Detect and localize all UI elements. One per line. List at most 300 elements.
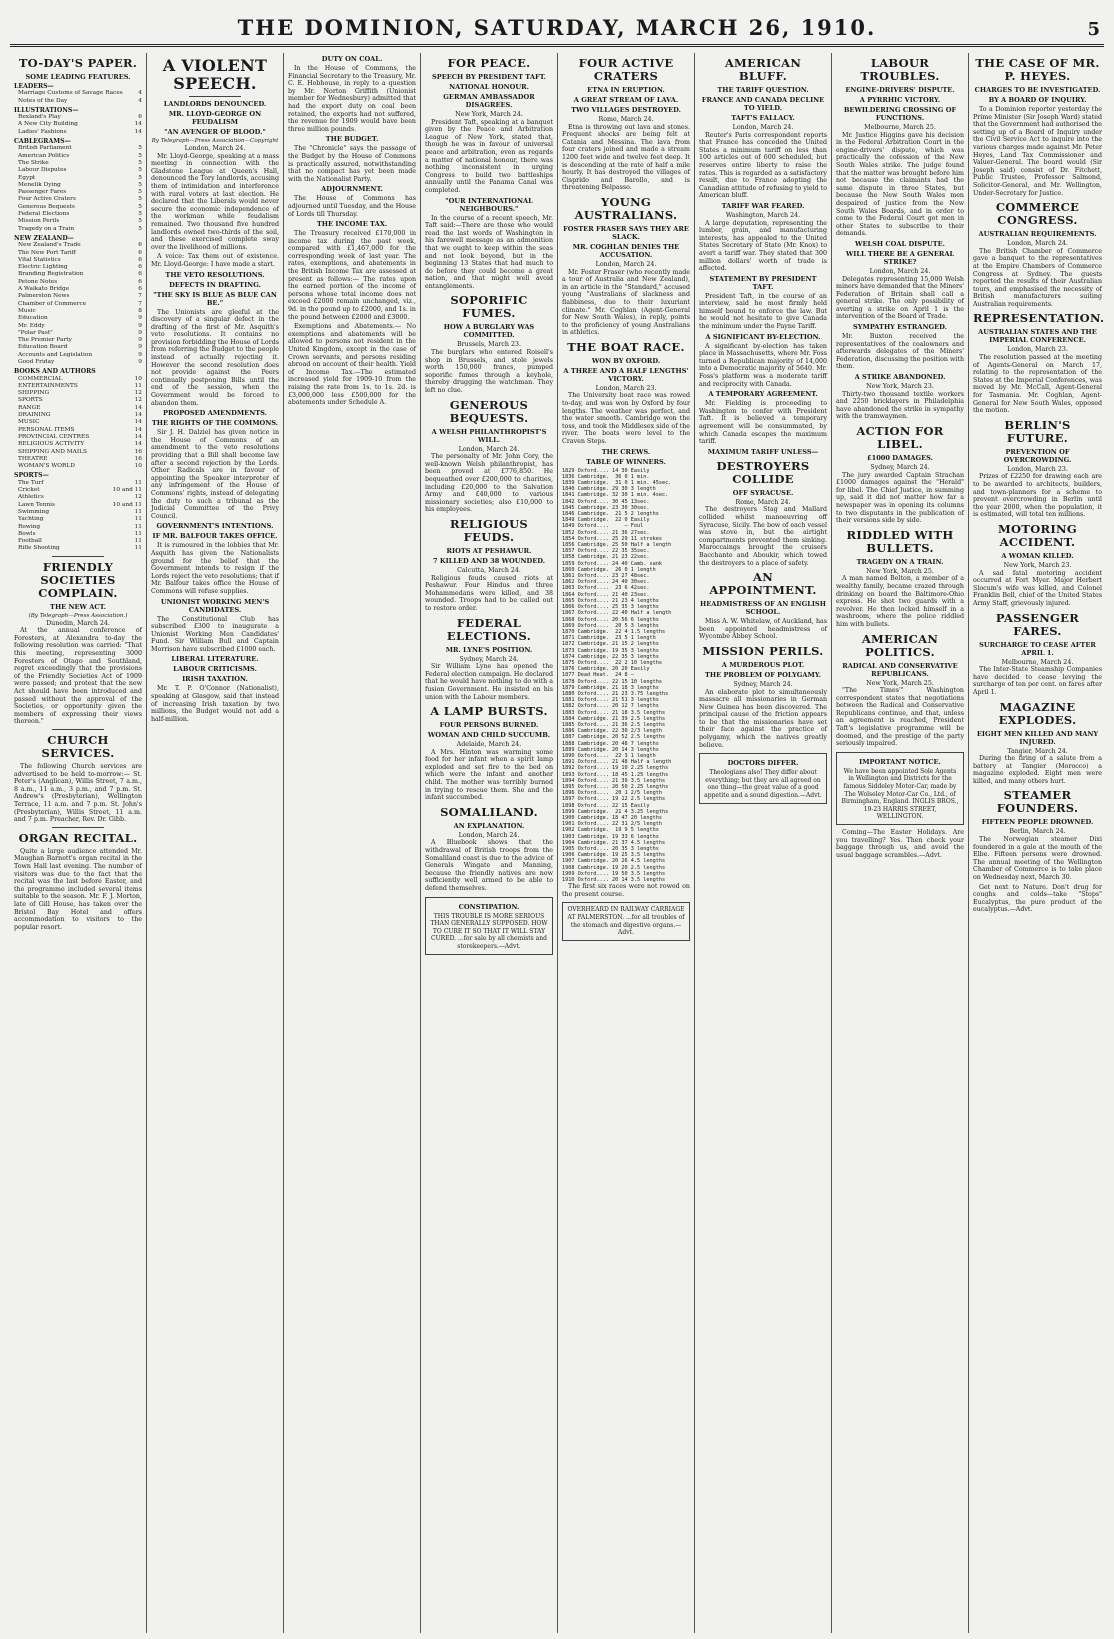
toc-item-label: Petone Notes: [18, 278, 58, 285]
subhead: IRISH TAXATION.: [182, 675, 248, 684]
headline-labour-troubles: LABOUR TROUBLES.: [860, 56, 940, 83]
table-row: 1876 Cambridge. 20 20 Easily: [562, 666, 650, 673]
toc-item-page: 10 and 11: [112, 501, 142, 508]
toc-item: [14, 323, 142, 330]
table-row: 1866 Oxford.... 25 35 3 lengths: [562, 604, 659, 611]
toc-item-label: Accounts and Legislation: [18, 351, 93, 358]
article-body: The personalty of Mr. John Cory, the well-known Welsh philanthropist, has been proved at £776,850. He bequeathed over £200,000 to charities, including £20,000 to the Salvation Army and £40,000 to various missionary societies; also £10,000 to his employees.: [425, 453, 553, 514]
toc-item-label: Electric Lighting: [18, 264, 68, 271]
article-body: A man named Belton, a member of a wealthy family, became crazed through drinking on board the Baltimore-Ohio express. He shot two guards with a revolver. He then locked himself in a washroom, where the police riddled him with bullets.: [836, 575, 964, 628]
toc-item-page: 9: [138, 337, 142, 344]
toc-item: [14, 98, 142, 105]
toc-item-page: 7: [138, 293, 142, 300]
table-row: 1897 Oxford.... 19 12 2.5 lengths: [562, 796, 666, 803]
toc-item: [14, 538, 142, 545]
headline-magazine-explodes: MAGAZINE EXPLODES.: [998, 699, 1077, 727]
toc-item: [14, 257, 142, 264]
advertisement: [425, 897, 553, 955]
article-body: The jury awarded Captain Strachan £1000 damages against the "Herald" for libel. The Chief Justice, in summing up, said it did not matter how far a newspaper was in opening its columns to two disputants in the publication of their versions side by side.: [836, 471, 964, 525]
toc-item: [14, 204, 142, 211]
toc-item-label: New Zealand's Trade: [18, 242, 81, 249]
column-5: [558, 53, 695, 1633]
columns: [10, 53, 1104, 1633]
subhead: IF MR. BALFOUR TAKES OFFICE.: [152, 532, 278, 541]
article-body: Etna is throwing out lava and stones. Frequent shocks are being felt at Catania and Messina. The lava from four craters joined and made a stream 1200 feet wide and twelve feet deep. It is descending at the rate of half a mile hourly. It has destroyed the villages of Cisprido and Barollo, and is threatening Belpasso.: [562, 123, 690, 192]
toc-item-label: DRAINING: [18, 412, 51, 419]
toc-item-page: 5: [138, 167, 142, 174]
table-row: 1879 Cambridge. 21 18 3 lengths: [562, 684, 659, 691]
toc-item: [14, 250, 142, 257]
dateline: Sydney, March 24.: [459, 655, 519, 663]
toc-item-page: 4: [138, 97, 142, 104]
table-row: 1908 Cambridge. 19 20 2.5 lengths: [562, 864, 666, 871]
toc-item-label: Federal Elections: [18, 211, 70, 218]
toc-item-page: 9: [138, 344, 142, 351]
subhead: A TEMPORARY AGREEMENT.: [708, 390, 818, 399]
subhead: SURCHARGE TO CEASE AFTER APRIL 1.: [979, 640, 1096, 657]
article-body: "The Times'" Washington correspondent states that negotiations between the Radical and Conservative Republicans continue, and that, unless an agreement is reached, President Taft's legislative programme will be doomed, and the prestige of the party seriously impaired.: [836, 687, 964, 748]
toc-item-label: Branding Registration: [18, 271, 84, 278]
toc-item: [14, 397, 142, 404]
subhead: TAFT'S FALLACY.: [731, 114, 795, 122]
subhead: LABOUR CRITICISMS.: [173, 665, 257, 674]
subhead: A GREAT STREAM OF LAVA.: [573, 96, 679, 104]
toc-item: [14, 390, 142, 397]
table-row: 1870 Cambridge. 22 4 1.5 lengths: [562, 628, 666, 635]
toc-item-label: Music: [18, 307, 36, 314]
toc-item: [14, 487, 142, 494]
toc-item-page: 11: [134, 516, 142, 523]
table-row: 1871 Cambridge. 23 5 1 length: [562, 635, 656, 642]
toc-item: [14, 279, 142, 286]
winners-table: [562, 468, 690, 884]
toc-item: [14, 337, 142, 344]
toc-item-label: MUSIC: [18, 419, 40, 426]
table-row: 1901 Oxford.... 22 31 2/5 length: [562, 821, 662, 828]
subhead: PROPOSED AMENDMENTS.: [163, 409, 267, 418]
toc-item: [14, 167, 142, 174]
toc-item-label: Yachting: [18, 516, 44, 523]
toc-item-label: Mission Perils: [18, 218, 60, 225]
headline-destroyers-collide: DESTROYERS COLLIDE: [716, 458, 810, 486]
headline-an-appointment: AN APPOINTMENT.: [709, 570, 817, 598]
headline-steamer-founders: STEAMER FOUNDERS.: [996, 788, 1079, 816]
toc-item-page: 14: [134, 128, 142, 135]
article-body: Mr. Justice Higgins gave his decision in the Federal Arbitration Court in the engine-drivers' dispute, which was practically the cofession of the New South Wales strike. The judge found that the matter was brought before him not because the claimants had the same dispute in three States, but because the New South Wales men despaired of justice from the New South Wales Boards, and in order to come to the Federal Court got men in other States to subscribe to their demands.: [836, 131, 964, 238]
toc-item-page: 11: [134, 382, 142, 389]
table-row: 1899 Cambridge. 21 4 3.25 lengths: [562, 808, 669, 815]
subhead: TARIFF WAR FEARED.: [721, 201, 805, 210]
article-body: An elaborate plot to simultaneously massacre all missionaries in German New Guinea has been discovered. The principal cause of the friction appears to be that the missionaries have set their face against the practice of polygamy, which the natives greatly believe.: [699, 688, 827, 749]
subhead: NATIONAL HONOUR.: [449, 83, 529, 91]
toc-item-label: Tragedy on a Train: [18, 225, 75, 232]
table-row: 1904 Cambridge. 21 37 4.5 lengths: [562, 839, 666, 846]
toc-item-page: 11: [134, 479, 142, 486]
subhead: PREVENTION OF OVERCROWDING.: [1003, 447, 1072, 464]
toc-item-label: Palmerston News: [18, 293, 70, 300]
headline-berlins-future: BERLIN'S FUTURE.: [1004, 417, 1071, 445]
dateline: London, March 24.: [595, 260, 657, 268]
toc-item: [14, 352, 142, 359]
toc-item-page: 5: [138, 159, 142, 166]
subhead: DEFECTS IN DRAFTING.: [169, 280, 261, 289]
dateline: London, March 23.: [595, 384, 657, 392]
subhead: TRAGEDY ON A TRAIN.: [856, 557, 944, 566]
toc-item: [14, 211, 142, 218]
article-body: A voice: Tax them out of existence. Mr. Lloyd-George: I have made a start.: [151, 253, 279, 268]
toc-item-page: 5: [138, 145, 142, 152]
article-body: Thirty-two thousand textile workers and 2250 bricklayers in Philadelphia have abandoned the strike in sympathy with the tramwaymen.: [836, 390, 964, 421]
toc-item: [14, 376, 142, 383]
table-row: 1854 Oxford.... 25 29 11 strokes: [562, 535, 662, 542]
article-body: The destroyers Stag and Mallard collided whilst manoeuvring off Syracuse, Sicily. The bow of each vessel was stove in, but the airtight compartments prevented them sinking. Maroccaings brought the cruisers Bacchante and Aboukir, which towed the destroyers to a place of safety.: [699, 506, 827, 567]
ad-body: THIS TROUBLE IS MORE SERIOUS THAN GENERALLY SUPPOSED. HOW TO CURE IT SO THAT IT WILL STAY CURED. ...for sale by all chemists and storekeepers.—Advt.: [430, 912, 548, 950]
subhead: BEWILDERING CROSSING OF FUNCTIONS.: [843, 106, 957, 122]
table-row: 1873 Cambridge. 19 35 3 lengths: [562, 647, 659, 654]
toc-item-label: PERSONAL ITEMS: [18, 426, 75, 433]
toc-item-label: Rexland's Play: [18, 114, 61, 121]
headline-federal-elections: FEDERAL ELECTIONS.: [446, 615, 532, 643]
dateline: New York, March 24.: [455, 111, 523, 118]
subhead: THE PROBLEM OF POLYGAMY.: [704, 670, 821, 679]
table-row: 1895 Oxford.... 20 50 2.25 lengths: [562, 783, 669, 790]
toc-item-label: A New City Building: [18, 121, 78, 128]
table-row: 1869 Oxford.... 20 5 3 lengths: [562, 622, 659, 629]
subhead: AUSTRALIAN REQUIREMENTS.: [978, 230, 1097, 239]
toc-item-page: 7: [138, 300, 142, 307]
subhead: SYMPATHY ESTRANGED.: [853, 323, 947, 332]
headline-for-peace: FOR PEACE.: [447, 56, 531, 70]
subhead: A WOMAN KILLED.: [1001, 551, 1074, 560]
table-row: 1889 Cambridge. 20 14 3 lengths: [562, 746, 659, 753]
toc-item-page: 6: [138, 264, 142, 271]
table-row: 1905 Oxford.... 20 35 3 lengths: [562, 846, 659, 853]
page-number: 5: [1087, 19, 1100, 40]
toc-item-label: The Strike: [18, 159, 49, 166]
table-row: 1907 Cambridge. 20 26 4.5 lengths: [562, 858, 666, 865]
subhead: ADJOURNMENT.: [321, 185, 383, 194]
headline-somaliland: SOMALILAND.: [440, 804, 538, 819]
toc-item-page: 14: [134, 433, 142, 440]
toc-item: [14, 308, 142, 315]
subhead: A SIGNIFICANT BY-ELECTION.: [705, 332, 821, 341]
toc-item-label: Rowing: [18, 523, 41, 530]
toc-item: [14, 509, 142, 516]
subhead: "OUR INTERNATIONAL NEIGHBOURS.": [445, 196, 533, 213]
table-row: 1891 Oxford.... 21 48 Half a length: [562, 759, 672, 766]
table-row: 1875 Oxford.... 22 2 10 lengths: [562, 659, 662, 666]
subhead: A STRIKE ABANDONED.: [854, 373, 946, 382]
table-row: 1882 Oxford.... 20 12 7 lengths: [562, 703, 659, 710]
article-body: At the annual conference of Foresters, at Alexandra to-day the following resolution was carried: "That this meeting, representing 3000 Foresters of Otago and Southland, regret exceedingly that the provisions of the Friendly Societies Act of 1909 were passed; and protest that the new Act should have been introduced and passed without the approval of the Societies, or opportunity given the members of expressing their views thereon.": [14, 627, 142, 726]
table-row: 1892 Oxford.... 19 10 2.25 lengths: [562, 765, 669, 772]
table-row: 1856 Cambridge. 25 50 Half a length: [562, 542, 672, 549]
table-row: 1849 Cambridge. 22 0 Easily: [562, 517, 650, 524]
table-row: 1867 Oxford.... 22 40 Half a length: [562, 610, 672, 617]
ad-title: DOCTORS DIFFER.: [727, 759, 799, 768]
dateline: Rome, March 24.: [598, 116, 654, 123]
toc-item: [14, 301, 142, 308]
toc-item-page: 11: [134, 530, 142, 537]
toc-item: [14, 90, 142, 97]
table-row: 1864 Oxford.... 21 40 23sec.: [562, 591, 650, 598]
table-row: 1903 Cambridge. 19 33 6 lengths: [562, 833, 659, 840]
credit-line: By Telegraph—Press Association—Copyright: [151, 138, 279, 144]
table-row: 1881 Oxford.... 21 51 3 lengths: [562, 697, 659, 704]
toc-item-page: 5: [138, 211, 142, 218]
table-row: 1861 Oxford.... 23 27 48sec.: [562, 573, 650, 580]
subhead: LANDLORDS DENOUNCED.: [163, 100, 267, 108]
toc-item-page: 9: [138, 351, 142, 358]
article-body: Mr. Buxton received the representatives of the coalowners and afterwards delegates of the Miners' Federation, discussing the position with them.: [836, 333, 964, 371]
toc-item: [14, 524, 142, 531]
toc-item: [14, 218, 142, 225]
toc-item-label: PROVINCIAL CENTRES: [18, 433, 90, 440]
toc-item: [14, 114, 142, 121]
subhead: AUSTRALIAN STATES AND THE IMPERIAL CONFERENCE.: [978, 328, 1097, 345]
article-body: The Unionists are gleeful at the discovery of a singular defect in the drafting of the first of Mr. Asquith's veto resolutions. It contains no provision forbidding the House of Lords from referring the Budget to the people instead of actually rejecting it. However the second resolution does not provide against the Peers continually postponing Bills until the end of the session, when the Government would be forced to abandon them.: [151, 308, 279, 407]
toc-item-label: RANGE: [18, 404, 41, 411]
subhead: BY A BOARD OF INQUIRY.: [988, 96, 1087, 104]
subhead: A THREE AND A HALF LENGTHS' VICTORY.: [563, 366, 689, 383]
toc-item: [14, 480, 142, 487]
subhead: THE TARIFF QUESTION.: [717, 86, 809, 94]
table-row: 1862 Oxford.... 24 40 30sec.: [562, 579, 650, 586]
subhead: WELSH COAL DISPUTE.: [855, 239, 945, 248]
toc-item-label: ENTERTAINMENTS: [18, 382, 78, 389]
article-body: The burglars who entered Roisell's shop in Brussels, and stole jewels worth 150,000 francs, pumped soporific fumes through a keyhole, thereby drugging the watchman. They left no clue.: [425, 349, 553, 395]
subhead: ENGINE-DRIVERS' DISPUTE.: [845, 86, 955, 94]
subhead: A WELSH PHILANTHROPIST'S WILL.: [431, 427, 547, 444]
dateline: New York, March 25.: [866, 679, 934, 687]
article-body: A significant by-election has taken place in Massachusetts, where Mr. Foss turned a Republican majority of 14,000 into a Democratic majority of 5640. Mr. Foss's platform was a moderate tariff and reciprocity with Canada.: [699, 342, 827, 388]
headline-american-politics: AMERICAN POLITICS.: [861, 631, 939, 659]
headline-generous-bequests: GENEROUS BEQUESTS.: [449, 397, 529, 425]
article-body: A Mrs. Hinton was warming some food for her infant when a spirit lamp exploded and set fire to the bed on which were the infant and another child. The mother was terribly burned in trying to rescue them. She and the infant succumbed.: [425, 748, 553, 802]
toc-item-label: Athletics: [18, 494, 44, 501]
article-body: The British Chamber of Commerce gave a banquet to the representatives at the Empire Chambers of Commerce Congress at Sydney. The guests reported the results of their Australian tours, and emphasised the necessity of British manufacturers suiting Australian requirements.: [973, 247, 1102, 308]
toc-item: [14, 145, 142, 152]
toc-item-label: WOMAN'S WORLD: [18, 463, 75, 470]
toc-item-label: Passenger Fares: [18, 189, 67, 196]
article-body: The first six races were not rowed on the present course.: [562, 883, 690, 898]
toc-item-page: 11: [134, 545, 142, 552]
table-row: 1852 Oxford.... 21 36 27sec.: [562, 529, 650, 536]
toc-item-page: 11: [134, 538, 142, 545]
toc-item-label: Swimming: [18, 508, 50, 515]
toc-item: [14, 427, 142, 434]
article-body: Coming—The Easter Holidays. Are you travelling? Yes. Then check your baggage through us, and avoid the usual baggage scrambles.—Advt.: [836, 829, 964, 859]
toc-item-page: 14: [134, 412, 142, 419]
toc-item-label: British Parliament: [18, 145, 72, 152]
toc-section: NEW ZEALAND—: [14, 234, 74, 242]
headline-passenger-fares: PASSENGER FARES.: [995, 610, 1080, 638]
toc-item: [14, 516, 142, 523]
toc-item-page: 9: [138, 358, 142, 365]
toc-subtitle: SOME LEADING FEATURES.: [25, 73, 131, 81]
ad-body: We have been appointed Sole Agents in Wellington and Districts for the famous Siddeley Motor-Car, made by The Wolseley Motor-Car Co., Ltd., of Birmingham, England. INGLIS BROS., 19-23 HARRIS STREET, WELLINGTON.: [841, 767, 959, 821]
table-row: 1884 Cambridge. 21 39 2.5 lengths: [562, 715, 666, 722]
toc-item: [14, 286, 142, 293]
toc-item-page: 6: [138, 242, 142, 249]
toc-item-label: Mr. Eddy: [18, 322, 45, 329]
headline-boat-race: THE BOAT RACE.: [567, 339, 685, 354]
table-row: 1868 Oxford.... 20 56 6 lengths: [562, 616, 659, 623]
toc-item: [14, 383, 142, 390]
dateline: Adelaide, March 24.: [456, 741, 522, 749]
article-body: President Taft, speaking at a banquet given by the Peace and Arbitration League of New York, stated that, though he was in favour of universal peace and arbitration, even as regards a matter of national honour, there was nothing inconsistent in urging Congress to build two battleships annually until the Panama Canal was completed.: [425, 118, 553, 194]
headline-mission-perils: MISSION PERILS.: [702, 643, 824, 658]
toc-item-page: 5: [138, 196, 142, 203]
headline-church-services: CHURCH SERVICES.: [41, 733, 115, 761]
toc-item-page: 12: [134, 390, 142, 397]
article-body: Sir William Lyne has opened the Federal election campaign. He declared that he would have nothing to do with a fusion Government. He insisted on his union with the Labour members.: [425, 663, 553, 701]
article-body: It is rumoured in the lobbies that Mr. Asquith has given the Nationalists ground for the belief that the Government intends to resign if the Lords reject the veto resolutions; that if Mr. Balfour takes office the House of Commons will refuse supplies.: [151, 542, 279, 595]
article-body: Sir J. H. Dalziel has given notice in the House of Commons of an amendment to the veto resolutions providing that a Bill shall become law after a second rejection by the Lords. Other Radicals are in favour of appointing the Speaker interpreter of any infringement of the House of Commons' rights, instead of delegating the duty to such a tribunal as the Judicial Committee of the Privy Council.: [151, 429, 279, 520]
headline-american-bluff: AMERICAN BLUFF.: [724, 56, 802, 83]
table-row: 1829 Oxford.... 14 30 Easily: [562, 467, 650, 474]
toc-item-label: Bowls: [18, 530, 36, 537]
toc-item-label: Education: [18, 315, 48, 322]
subhead: GOVERNMENT'S INTENTIONS.: [156, 522, 274, 531]
headline-commerce-congress: COMMERCE CONGRESS.: [995, 200, 1080, 228]
dateline: London, March 24.: [458, 831, 520, 839]
subhead: THE CREWS.: [601, 447, 651, 456]
toc-item: [14, 153, 142, 160]
toc-item: [14, 293, 142, 300]
subhead: FOUR PERSONS BURNED.: [439, 721, 539, 730]
column-6: [695, 53, 832, 1633]
subhead: HOW A BURGLARY WAS COMMITTED.: [443, 323, 535, 340]
divider: [52, 729, 103, 730]
table-row: 1894 Oxford.... 21 39 3.5 lengths: [562, 777, 666, 784]
table-row: 1836 Cambridge. 36 0 1 min.: [562, 473, 650, 480]
headline-motoring-accident: MOTORING ACCIDENT.: [998, 521, 1077, 549]
article-body: During the firing of a salute from a battery at Tangier (Morocco) a magazine exploded. Eight men were killed, and many others hurt.: [973, 755, 1102, 785]
toc-item-label: Rifle Shooting: [18, 545, 60, 552]
table-row: 1900 Cambridge. 18 47 20 lengths: [562, 815, 662, 821]
subhead: TWO VILLAGES DESTROYED.: [571, 106, 681, 114]
toc-item-label: SHIPPING AND MAILS: [18, 448, 87, 455]
table-row: 1885 Oxford.... 21 36 2.5 lengths: [562, 721, 666, 728]
toc-item: [14, 226, 142, 233]
toc-item-label: Lawn Tennis: [18, 501, 55, 508]
toc-item-label: Vital Statistics: [18, 256, 61, 263]
subhead: STATEMENT BY PRESIDENT TAFT.: [709, 274, 817, 291]
advertisement: [562, 902, 690, 940]
article-body: Get next to Nature. Don't drug for coughs and colds—take "Stops" Eucalyptus, the pure product of the eucalyptus.—Advt.: [973, 883, 1102, 914]
toc-item-label: Labour Disputes: [18, 167, 67, 174]
toc-item: [14, 434, 142, 441]
dateline: Tangier, March 24.: [1007, 747, 1068, 755]
article-body: The resolution passed at the meeting of Agents-General on March 17, relating to the representation of the States at the Imperial Conferences, was moved by Mr. McCall, Agent-General for Tasmania. Mr. Coghlan, Agent-General for New South Wales, opposed the motion.: [973, 354, 1102, 415]
toc-item-page: 9: [138, 322, 142, 329]
subhead: MAXIMUM TARIFF UNLESS—: [707, 447, 819, 456]
article-body: A sad fatal motoring accident occurred at Fort Myer. Major Herbert Slocum's wife was killed, and Colonel Franklin Bell, chief of the United States Army Staff, grievously injured.: [973, 569, 1102, 607]
headline-lamp-bursts: A LAMP BURSTS.: [430, 704, 548, 719]
column-2: [147, 53, 284, 1633]
table-of-contents: [14, 83, 142, 553]
toc-item-page: 10: [134, 463, 142, 470]
toc-item-page: 4: [138, 90, 142, 97]
toc-item-label: The Turf: [18, 479, 44, 486]
table-row: 1886 Cambridge. 22 30 2/3 length: [562, 728, 662, 735]
table-row: 1840 Cambridge. 29 30 3 length: [562, 486, 656, 493]
toc-item: [14, 456, 142, 463]
divider: [52, 827, 103, 828]
headline-young-australians: YOUNG AUSTRALIANS.: [574, 194, 678, 222]
article-body: The following Church services are advertised to be held to-morrow:— St. Peter's (Anglican), Willis Street, 7 a.m., 8 a.m., 11 a.m., 3 p.m., and 7 p.m. St. Andrew's (Presbyterian), Wellington Terrace, 11 a.m. and 7 p.m. St. John's (Presbyterian), Willis Street, 11 a.m. and 7 p.m. Preacher, Rev. Dr. Gibb.: [14, 763, 142, 824]
toc-section: CABLEGRAMS—: [14, 138, 71, 146]
table-row: 1898 Oxford.... 22 15 Easily: [562, 802, 650, 809]
toc-item-label: Ladies' Fashions: [18, 128, 67, 135]
headline-friendly-societies: FRIENDLY SOCIETIES COMPLAIN.: [38, 559, 118, 600]
toc-item-page: 5: [138, 174, 142, 181]
column-3: [284, 53, 421, 1633]
toc-item-label: "Polar Past": [18, 329, 53, 336]
article-body: Quite a large audience attended Mr. Maughan Barnett's organ recital in the Town Hall last evening. The number of visitors was due to the fact that the recital was the last before Easter, and the programme included several items suitable to the season. Mr. F. J. Morton, late of Gill House, has taken over the Bristol Bay Hotel and offers accommodation to visitors to the popular resort.: [14, 847, 142, 931]
subhead: WOMAN AND CHILD SUCCUMB.: [427, 731, 551, 740]
toc-item: [14, 196, 142, 203]
dateline: Sydney, March 24.: [870, 464, 930, 471]
article-body: President Taft, in the course of an interview, said he most firmly held himself bound to enforce the law. But he would not hesitate to give Canada the minimum under the Payne Tariff.: [699, 292, 827, 331]
table-row: 1883 Oxford.... 21 18 3.5 lengths: [562, 709, 666, 716]
subhead: RIOTS AT PESHAWUR.: [446, 546, 532, 555]
subhead: OFF SYRACUSE.: [732, 488, 794, 497]
subhead: EIGHT MEN KILLED AND MANY INJURED.: [976, 729, 1099, 746]
table-row: 1857 Oxford.... 22 35 35sec.: [562, 548, 650, 555]
dateline: London, March 24.: [184, 145, 246, 152]
subhead: TABLE OF WINNERS.: [586, 457, 666, 466]
article-body: Religious feuds caused riots at Peshawur. Four Hindus and three Mohammedans were killed, and 38 wounded. Troops had to be called out to restore order.: [425, 574, 553, 612]
toc-item-label: Cricket: [18, 487, 40, 494]
toc-item: [14, 175, 142, 182]
advertisement: [699, 753, 827, 803]
subhead: THE NEW ACT.: [50, 602, 106, 611]
toc-item: [14, 494, 142, 501]
toc-item: [14, 545, 142, 552]
dateline: Sydney, March 24.: [733, 680, 793, 688]
masthead-title: THE DOMINION, SATURDAY, MARCH 26, 1910.: [237, 15, 877, 40]
table-row: 1910 Oxford.... 20 14 3.5 lengths: [562, 877, 666, 884]
table-row: 1841 Cambridge. 32 30 1 min. 4sec.: [562, 492, 669, 499]
dateline: Berlin, March 24.: [1009, 828, 1066, 836]
toc-item-page: 9: [138, 329, 142, 336]
table-row: 1890 Oxford.... 22 3 1 length: [562, 752, 656, 759]
toc-section: SPORTS—: [14, 472, 49, 480]
table-row: 1865 Oxford.... 21 23 4 lengths: [562, 597, 659, 604]
table-row: 1842 Oxford.... 30 45 13sec.: [562, 498, 650, 505]
table-row: 1880 Oxford.... 21 23 3.75 lengths: [562, 690, 669, 697]
toc-item-page: 6: [138, 249, 142, 256]
toc-section: LEADERS—: [14, 83, 54, 90]
advertisement: [836, 752, 964, 825]
toc-item: [14, 189, 142, 196]
toc-item-label: A Waikato Bridge: [18, 286, 70, 293]
subhead: DUTY ON COAL.: [321, 55, 383, 63]
headline-action-for-libel: ACTION FOR LIBEL.: [856, 424, 944, 451]
toc-item-page: 5: [138, 225, 142, 232]
toc-item-label: The Premier Party: [18, 337, 72, 344]
table-row: 1906 Cambridge. 19 25 3.5 lengths: [562, 852, 666, 859]
article-body: Mr. Foster Fraser (who recently made a tour of Australia and New Zealand), in an article in the "Standard," accused young "Australians of slackness and flabbiness, due to their luxuriant climate." Mr. Coghlan (Agent-General for New South Wales), in reply, points to the proficiency of young Australians in athletics.: [562, 268, 690, 337]
toc-item-label: American Politics: [18, 152, 70, 159]
subhead: "THE SKY IS BLUE AS BLUE CAN BE.": [153, 290, 277, 307]
subhead: A MURDEROUS PLOT.: [721, 660, 805, 669]
article-body: Mr. Fielding is proceeding to Washington to confer with President Taft. It is believed a temporary agreement will be consummated, by which Canada escapes the maximum tariff.: [699, 400, 827, 446]
headline-organ-recital: ORGAN RECITAL.: [18, 830, 138, 845]
subhead: CHARGES TO BE INVESTIGATED.: [974, 86, 1101, 94]
